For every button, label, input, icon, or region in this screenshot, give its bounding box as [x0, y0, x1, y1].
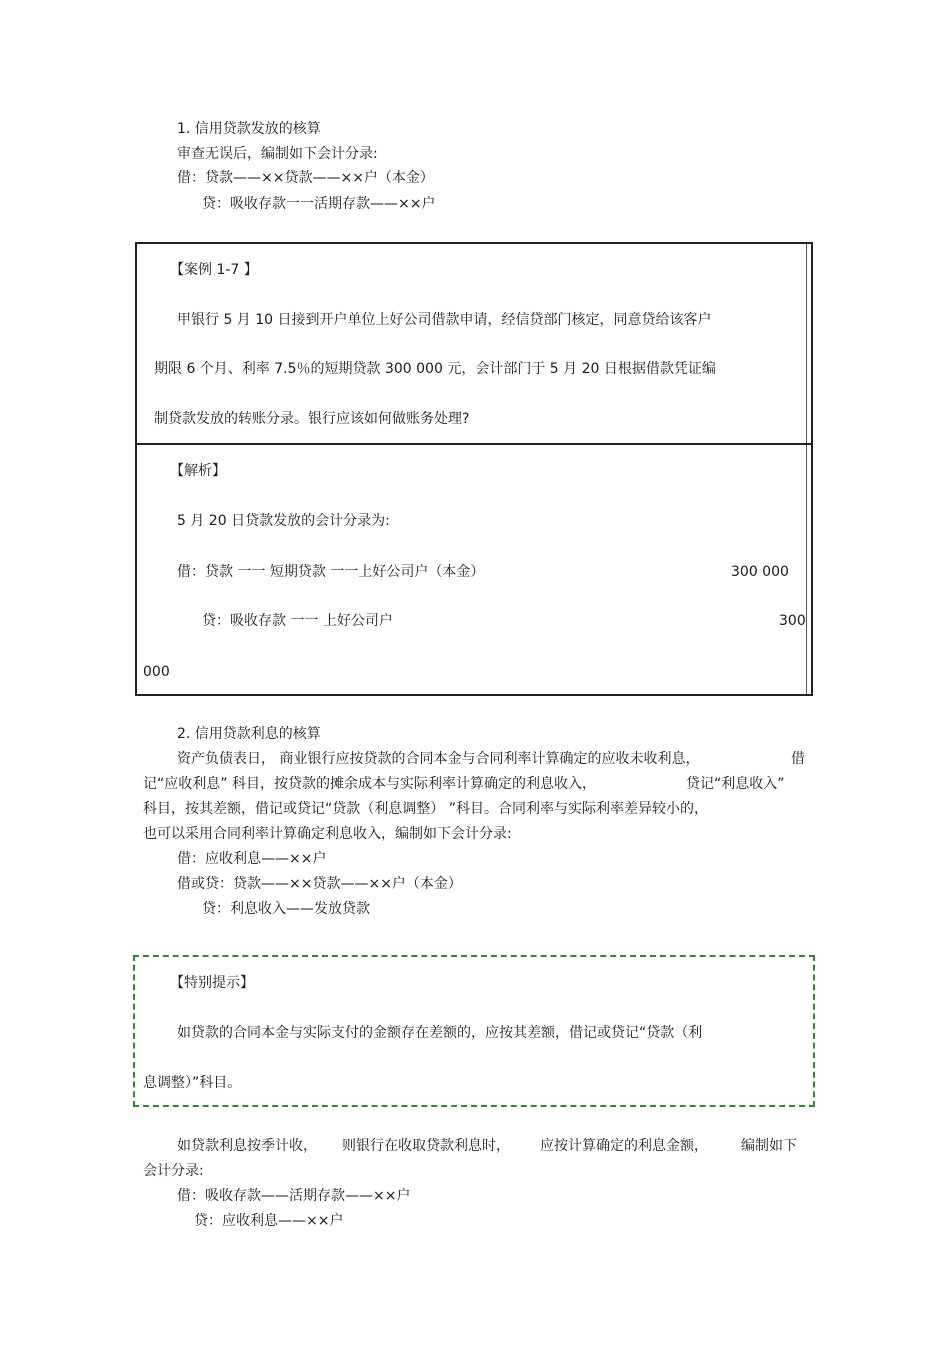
case-line: 甲银行 5 月 10 日接到开户单位上好公司借款申请，经信贷部门核定，同意贷给该客户	[177, 312, 712, 328]
paragraph-line: 记“应收利息” 科目，按贷款的摊余成本与实际利率计算确定的利息收入，	[143, 776, 596, 792]
paragraph-line: 编制如下	[741, 1138, 797, 1154]
paragraph-line: 如贷款利息按季计收，	[177, 1138, 317, 1154]
analysis-credit-amount: 300	[779, 613, 806, 629]
paragraph-line: 科目，按其差额，借记或贷记“贷款（利息调整） ”科目。合同利率与实际利率差异较小的，	[143, 801, 708, 817]
analysis-title: 【解析】	[170, 463, 226, 479]
journal-debit: 借：贷款——××贷款——××户（本金）	[177, 170, 434, 186]
tip-line: 如贷款的合同本金与实际支付的金额存在差额的，应按其差额，借记或贷记“贷款（利	[177, 1025, 703, 1041]
tip-title: 【特别提示】	[170, 975, 254, 991]
paragraph-line: 借	[791, 751, 805, 767]
paragraph-line: 也可以采用合同利率计算确定利息收入，编制如下会计分录:	[143, 826, 512, 842]
section-intro: 审查无误后，编制如下会计分录:	[177, 146, 378, 162]
journal-credit: 贷：吸收存款一一活期存款——××户	[202, 196, 436, 212]
tip-line: 息调整）”科目。	[143, 1075, 242, 1091]
journal-debit: 借：应收利息——××户	[177, 851, 327, 867]
case-line: 期限 6 个月、利率 7.5％的短期贷款 300 000 元，会计部门于 5 月 20 日根据借款凭证编	[154, 361, 716, 377]
paragraph-line: 贷记“利息收入”	[686, 776, 785, 792]
section-heading-2: 2. 信用贷款利息的核算	[177, 726, 321, 742]
paragraph-line: 资产负债表日， 商业银行应按贷款的合同本金与合同利率计算确定的应收未收利息，	[177, 751, 700, 767]
journal-credit: 贷：应收利息——××户	[194, 1213, 344, 1229]
case-line: 制贷款发放的转账分录。银行应该如何做账务处理?	[154, 411, 470, 427]
paragraph-line: 应按计算确定的利息金额，	[540, 1138, 708, 1154]
analysis-debit: 借：贷款 一一 短期贷款 一一上好公司户（本金）	[177, 564, 485, 580]
case-title: 【案例 1-7 】	[170, 262, 258, 278]
journal-debit-or-credit: 借或贷：贷款——××贷款——××户（本金）	[177, 876, 462, 892]
analysis-credit-amount-wrap: 000	[143, 664, 170, 680]
paragraph-line: 则银行在收取贷款利息时，	[342, 1138, 510, 1154]
section-heading-1: 1. 信用贷款发放的核算	[177, 121, 321, 137]
journal-debit: 借：吸收存款——活期存款——××户	[177, 1188, 411, 1204]
journal-credit: 贷：利息收入——发放贷款	[202, 901, 370, 917]
analysis-line: 5 月 20 日贷款发放的会计分录为:	[177, 513, 390, 529]
analysis-credit: 贷：吸收存款 一一 上好公司户	[202, 613, 393, 629]
paragraph-line: 会计分录:	[143, 1163, 204, 1179]
analysis-debit-amount: 300 000	[731, 564, 789, 580]
